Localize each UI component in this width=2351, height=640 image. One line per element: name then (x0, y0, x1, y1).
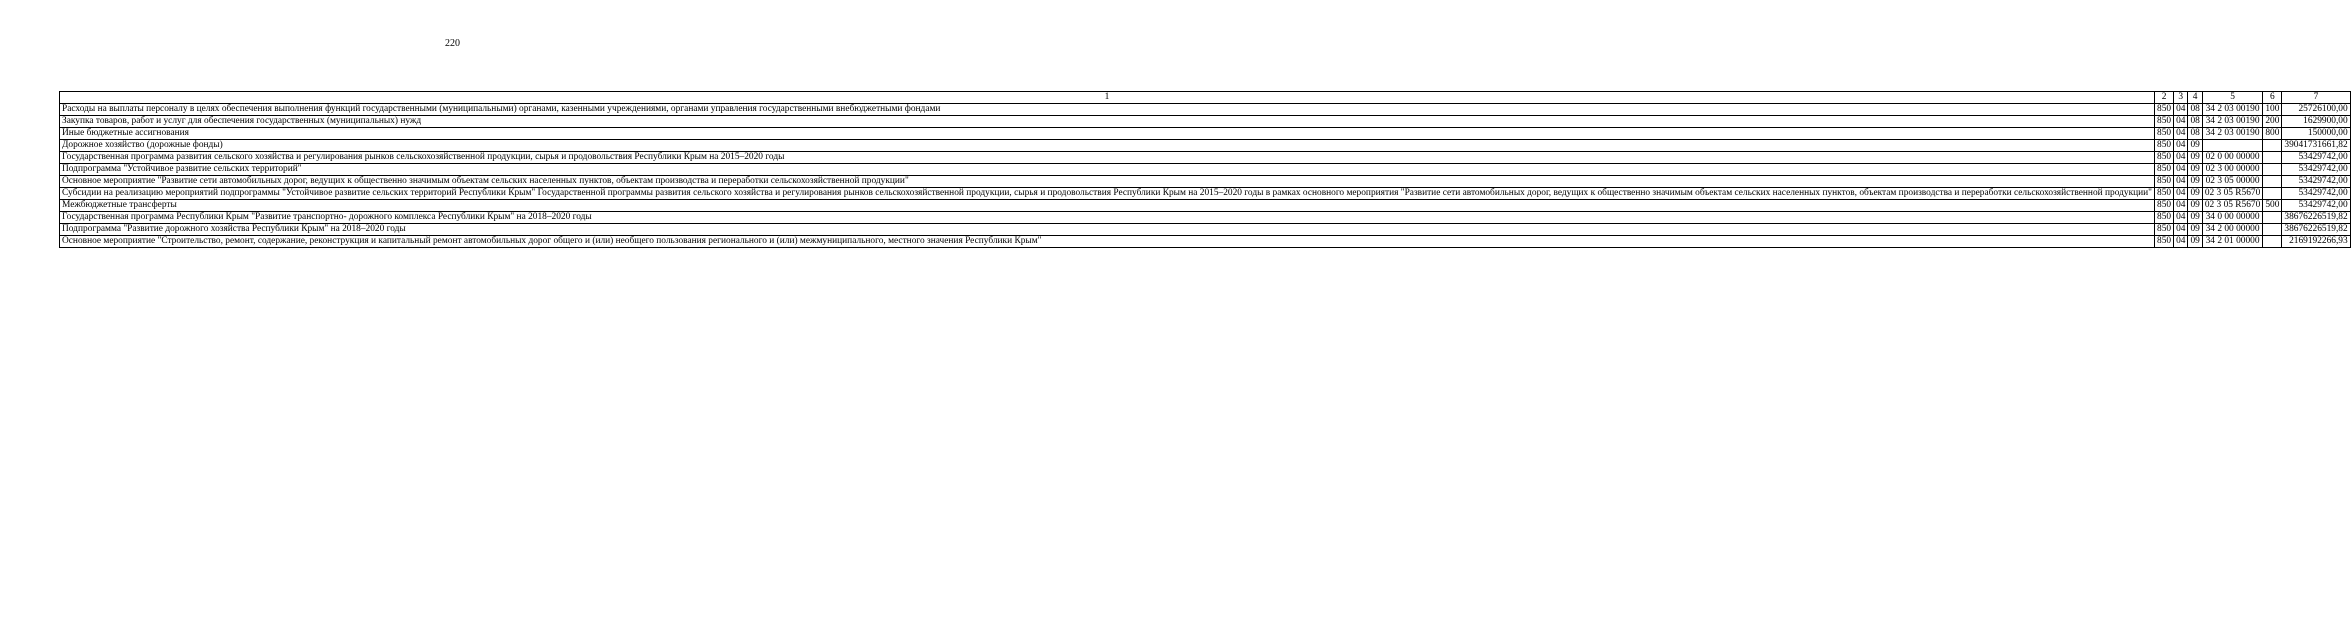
subsection-code-cell: 09 (2188, 188, 2202, 200)
target-article-cell: 34 0 00 00000 (2202, 212, 2262, 224)
amount-cell: 1629900,00 (2282, 116, 2350, 128)
section-code-cell: 04 (2174, 236, 2188, 248)
column-header-3: 3 (2174, 92, 2188, 104)
expense-type-cell: 200 (2263, 116, 2282, 128)
table-row (60, 116, 2351, 128)
amount-cell: 53429742,00 (2282, 200, 2350, 212)
row-name-cell: Расходы на выплаты персоналу в целях обеспечения выполнения функций государственными (муниципальными) органами, казенными учреждениями, органами управления государственными внебюджетными фондами (60, 104, 2155, 116)
table-row (60, 104, 2351, 116)
page-number: 220 (445, 38, 460, 49)
table-row (60, 200, 2351, 212)
table-row (60, 188, 2351, 200)
subsection-code-cell: 09 (2188, 236, 2202, 248)
subsection-code-cell: 09 (2188, 224, 2202, 236)
ministry-code-cell: 850 (2155, 212, 2174, 224)
subsection-code-cell: 08 (2188, 116, 2202, 128)
table-row (60, 224, 2351, 236)
row-name-cell: Иные бюджетные ассигнования (60, 128, 2155, 140)
target-article-cell: 02 3 05 R5670 (2202, 200, 2262, 212)
table-header (60, 92, 2351, 104)
ministry-code-cell: 850 (2155, 176, 2174, 188)
amount-cell: 53429742,00 (2282, 152, 2350, 164)
budget-table (59, 91, 2351, 248)
expense-type-cell (2263, 140, 2282, 152)
row-name-cell: Межбюджетные трансферты (60, 200, 2155, 212)
header-row (60, 92, 2351, 104)
amount-cell: 2169192266,93 (2282, 236, 2350, 248)
amount-cell: 53429742,00 (2282, 164, 2350, 176)
subsection-code-cell: 09 (2188, 212, 2202, 224)
ministry-code-cell: 850 (2155, 152, 2174, 164)
expense-type-cell (2263, 188, 2282, 200)
target-article-cell (2202, 140, 2262, 152)
expense-type-cell (2263, 224, 2282, 236)
ministry-code-cell: 850 (2155, 200, 2174, 212)
section-code-cell: 04 (2174, 212, 2188, 224)
row-name-cell: Подпрограмма "Развитие дорожного хозяйства Республики Крым" на 2018–2020 годы (60, 224, 2155, 236)
target-article-cell: 34 2 03 00190 (2202, 116, 2262, 128)
ministry-code-cell: 850 (2155, 104, 2174, 116)
column-header-4: 4 (2188, 92, 2202, 104)
subsection-code-cell: 09 (2188, 176, 2202, 188)
table-row (60, 128, 2351, 140)
subsection-code-cell: 08 (2188, 128, 2202, 140)
row-name-cell: Дорожное хозяйство (дорожные фонды) (60, 140, 2155, 152)
table-row (60, 152, 2351, 164)
target-article-cell: 02 3 00 00000 (2202, 164, 2262, 176)
column-header-2: 2 (2155, 92, 2174, 104)
target-article-cell: 34 2 01 00000 (2202, 236, 2262, 248)
expense-type-cell (2263, 152, 2282, 164)
expense-type-cell: 500 (2263, 200, 2282, 212)
amount-cell: 38676226519,82 (2282, 212, 2350, 224)
amount-cell: 38676226519,82 (2282, 224, 2350, 236)
expense-type-cell (2263, 236, 2282, 248)
ministry-code-cell: 850 (2155, 188, 2174, 200)
subsection-code-cell: 09 (2188, 164, 2202, 176)
row-name-cell: Субсидии на реализацию мероприятий подпрограммы "Устойчивое развитие сельских территорий Республики Крым" Государственной программы развития сельского хозяйства и регулирования рынков сельскохозяйственной продукции, сырья и продовольствия Республики Крым на 2015–2020 годы в рамках основного мероприятия "Развитие сети автомобильных дорог, ведущих к общественно значимым объектам сельских населенных пунктов, объектам производства и переработки сельскохозяйственной продукции" (60, 188, 2155, 200)
target-article-cell: 02 3 05 00000 (2202, 176, 2262, 188)
section-code-cell: 04 (2174, 128, 2188, 140)
ministry-code-cell: 850 (2155, 164, 2174, 176)
ministry-code-cell: 850 (2155, 236, 2174, 248)
section-code-cell: 04 (2174, 116, 2188, 128)
table-row (60, 212, 2351, 224)
section-code-cell: 04 (2174, 224, 2188, 236)
section-code-cell: 04 (2174, 176, 2188, 188)
section-code-cell: 04 (2174, 104, 2188, 116)
table-row (60, 176, 2351, 188)
subsection-code-cell: 09 (2188, 200, 2202, 212)
row-name-cell: Государственная программа Республики Крым "Развитие транспортно- дорожного комплекса Республики Крым" на 2018–2020 годы (60, 212, 2155, 224)
row-name-cell: Государственная программа развития сельского хозяйства и регулирования рынков сельскохозяйственной продукции, сырья и продовольствия Республики Крым на 2015–2020 годы (60, 152, 2155, 164)
expense-type-cell (2263, 212, 2282, 224)
target-article-cell: 02 3 05 R5670 (2202, 188, 2262, 200)
section-code-cell: 04 (2174, 152, 2188, 164)
expense-type-cell (2263, 176, 2282, 188)
amount-cell: 53429742,00 (2282, 188, 2350, 200)
ministry-code-cell: 850 (2155, 224, 2174, 236)
amount-cell: 39041731661,82 (2282, 140, 2350, 152)
amount-cell: 150000,00 (2282, 128, 2350, 140)
column-header-6: 6 (2263, 92, 2282, 104)
expense-type-cell (2263, 164, 2282, 176)
ministry-code-cell: 850 (2155, 116, 2174, 128)
section-code-cell: 04 (2174, 140, 2188, 152)
row-name-cell: Подпрограмма "Устойчивое развитие сельских территорий" (60, 164, 2155, 176)
subsection-code-cell: 09 (2188, 152, 2202, 164)
ministry-code-cell: 850 (2155, 128, 2174, 140)
column-header-1: 1 (60, 92, 2155, 104)
expense-type-cell: 800 (2263, 128, 2282, 140)
subsection-code-cell: 09 (2188, 140, 2202, 152)
subsection-code-cell: 08 (2188, 104, 2202, 116)
row-name-cell: Основное мероприятие "Развитие сети автомобильных дорог, ведущих к общественно значимым объектам сельских населенных пунктов, объектам производства и переработки сельскохозяйственной продукции" (60, 176, 2155, 188)
column-header-7: 7 (2282, 92, 2350, 104)
row-name-cell: Основное мероприятие "Строительство, ремонт, содержание, реконструкция и капитальный ремонт автомобильных дорог общего и (или) необщего пользования регионального и (или) межмуниципального, местного значения Республики Крым" (60, 236, 2155, 248)
section-code-cell: 04 (2174, 200, 2188, 212)
row-name-cell: Закупка товаров, работ и услуг для обеспечения государственных (муниципальных) нужд (60, 116, 2155, 128)
target-article-cell: 34 2 00 00000 (2202, 224, 2262, 236)
target-article-cell: 02 0 00 00000 (2202, 152, 2262, 164)
table-row (60, 164, 2351, 176)
section-code-cell: 04 (2174, 164, 2188, 176)
section-code-cell: 04 (2174, 188, 2188, 200)
column-header-5: 5 (2202, 92, 2262, 104)
expense-type-cell: 100 (2263, 104, 2282, 116)
amount-cell: 53429742,00 (2282, 176, 2350, 188)
table-row (60, 236, 2351, 248)
table-body (60, 104, 2351, 248)
table-row (60, 140, 2351, 152)
ministry-code-cell: 850 (2155, 140, 2174, 152)
amount-cell: 25726100,00 (2282, 104, 2350, 116)
target-article-cell: 34 2 03 00190 (2202, 104, 2262, 116)
target-article-cell: 34 2 03 00190 (2202, 128, 2262, 140)
